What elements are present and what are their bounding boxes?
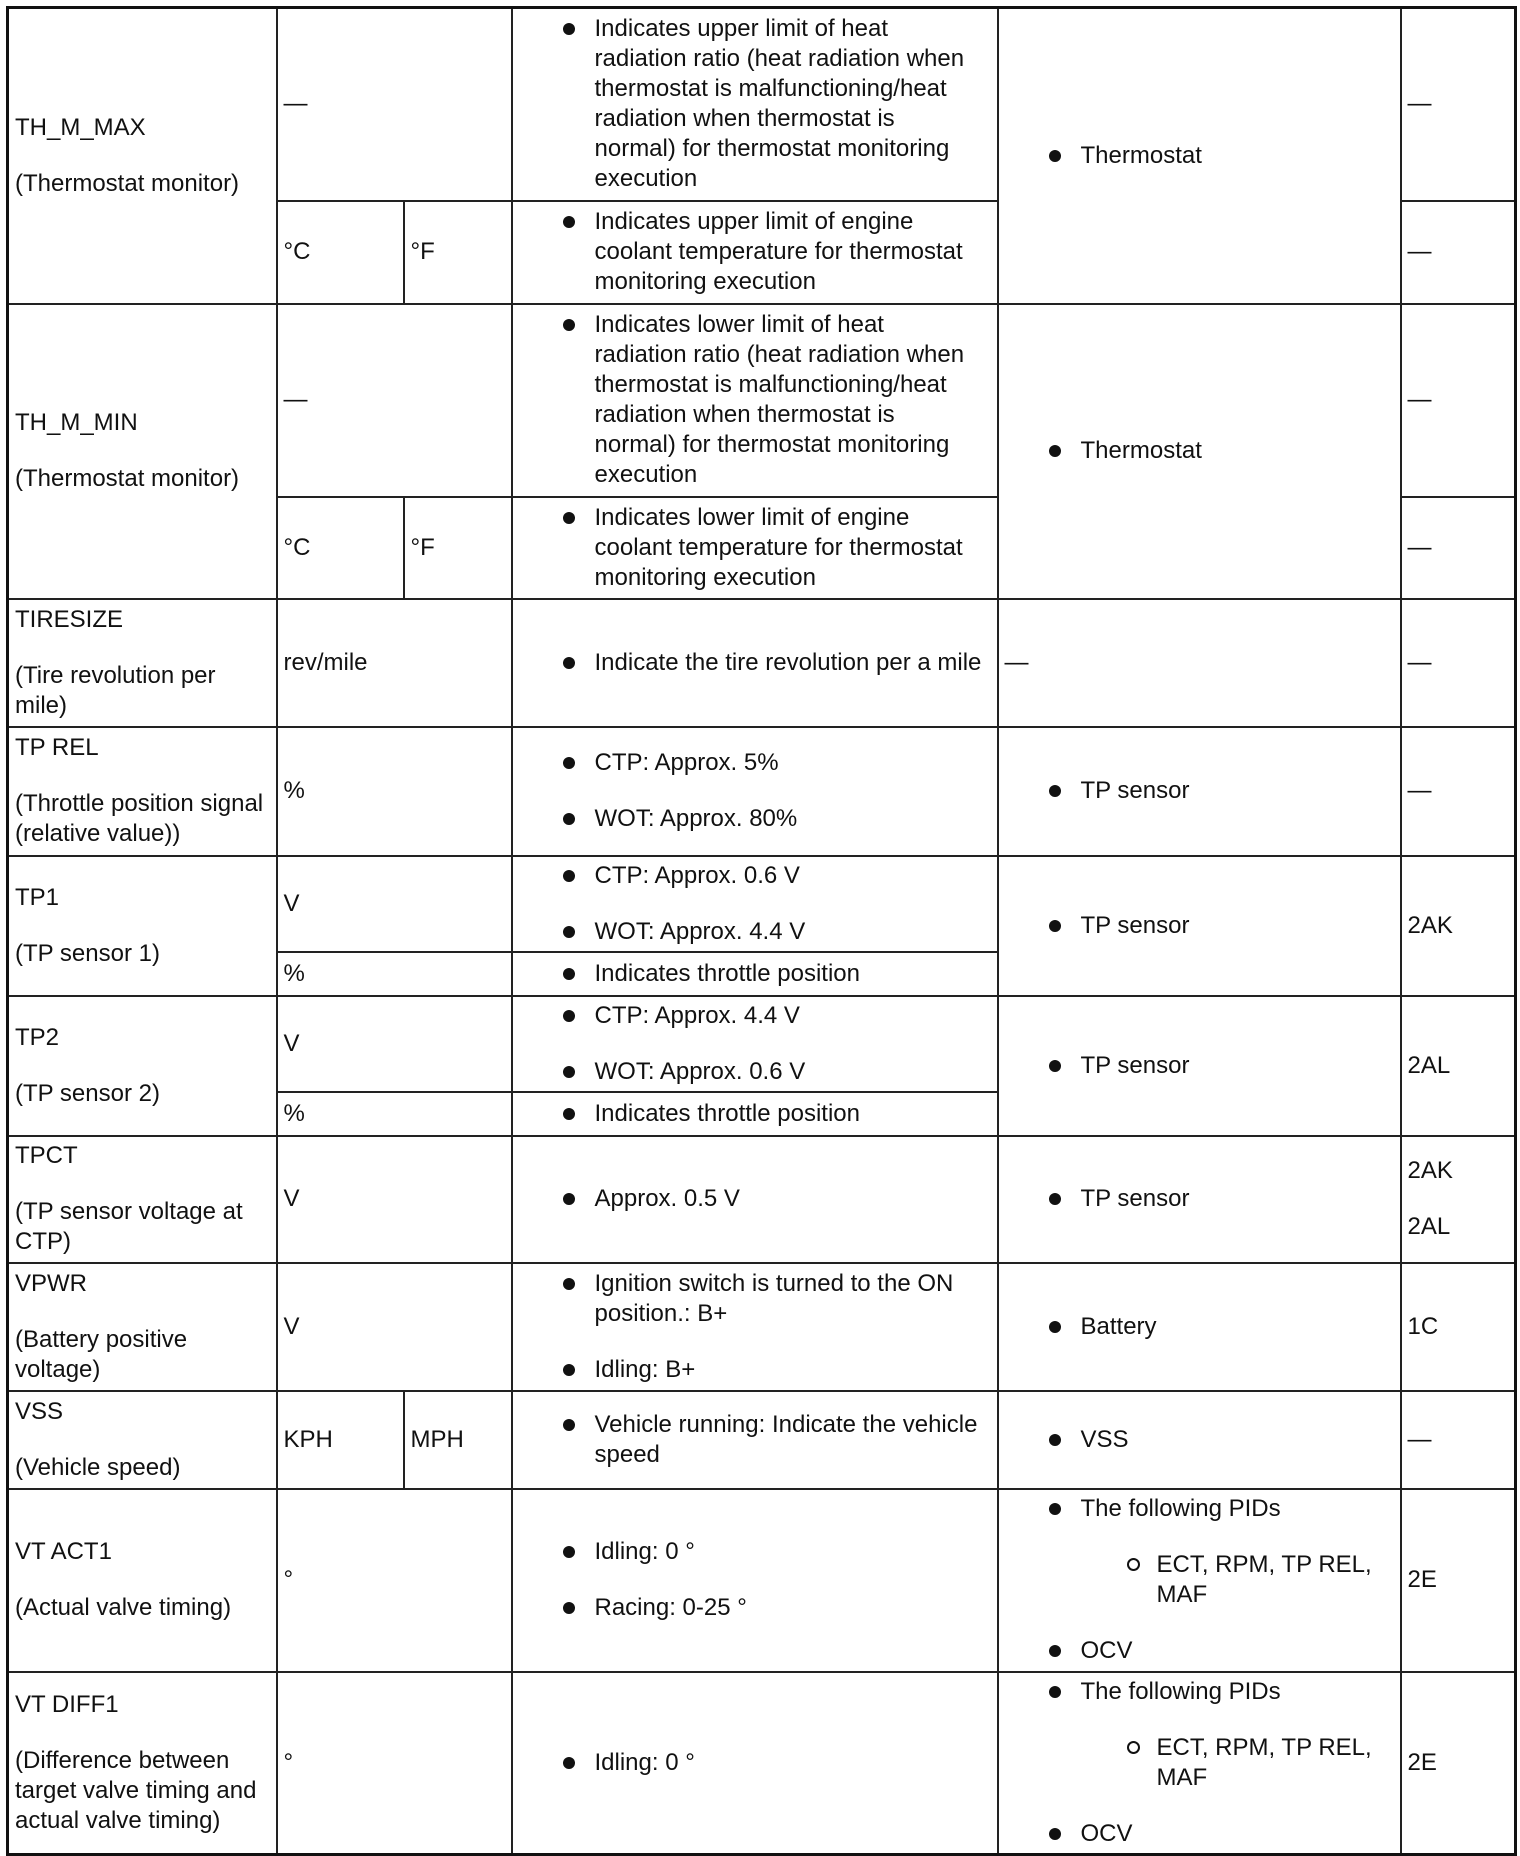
inspection-subitem: ECT, RPM, TP REL, MAF bbox=[1081, 1733, 1386, 1793]
condition-cell bbox=[512, 856, 998, 952]
terminal-cell: — bbox=[1401, 201, 1516, 304]
pid-name: VPWR bbox=[15, 1269, 87, 1297]
terminal-cell: — bbox=[1401, 599, 1516, 727]
pid-description: (Thermostat monitor) bbox=[15, 169, 240, 197]
table-row bbox=[8, 1489, 1516, 1672]
unit-cell: % bbox=[277, 952, 512, 996]
pid-description: (Actual valve timing) bbox=[15, 1594, 232, 1621]
inspection-cell bbox=[998, 1136, 1401, 1263]
condition-item: Indicates upper limit of engine coolant temperature for thermostat monitoring execution bbox=[519, 207, 991, 297]
unit-f-cell: °F bbox=[404, 201, 512, 304]
table-row bbox=[8, 1391, 1516, 1489]
table-row bbox=[8, 996, 1516, 1092]
condition-item: Idling: 0 ° bbox=[519, 1748, 991, 1778]
inspection-item: Battery bbox=[1005, 1312, 1394, 1342]
pid-name: TIRESIZE bbox=[15, 605, 124, 633]
terminal-cell: 2AL bbox=[1401, 996, 1516, 1136]
terminal-value: 2AK bbox=[1407, 1157, 1453, 1184]
table-row bbox=[8, 1136, 1516, 1263]
inspection-cell bbox=[998, 1391, 1401, 1489]
condition-item: Racing: 0-25 ° bbox=[519, 1593, 991, 1623]
pid-name-cell bbox=[8, 1263, 277, 1391]
terminal-cell bbox=[1401, 1136, 1516, 1263]
condition-item: WOT: Approx. 0.6 V bbox=[519, 1057, 991, 1087]
inspection-item: The following PIDs ECT, RPM, TP REL, MAF bbox=[1005, 1494, 1394, 1610]
pid-description: (TP sensor voltage at CTP) bbox=[15, 1198, 243, 1255]
condition-item: Vehicle running: Indicate the vehicle speed bbox=[519, 1410, 991, 1470]
inspection-cell bbox=[998, 727, 1401, 856]
inspection-item: VSS bbox=[1005, 1425, 1394, 1455]
pid-name: TH_M_MIN bbox=[15, 409, 138, 436]
pid-description: (Battery positive voltage) bbox=[15, 1325, 188, 1383]
terminal-cell: — bbox=[1401, 727, 1516, 856]
pid-name: VT ACT1 bbox=[15, 1538, 112, 1565]
pid-monitor-table bbox=[6, 6, 1517, 1856]
condition-cell bbox=[512, 996, 998, 1092]
pid-name-cell bbox=[8, 304, 277, 599]
terminal-cell bbox=[1401, 8, 1516, 201]
terminal-cell: — bbox=[1401, 497, 1516, 599]
condition-item: Approx. 0.5 V bbox=[519, 1184, 991, 1214]
unit-cell: V bbox=[277, 996, 512, 1092]
unit-cell: % bbox=[277, 727, 512, 856]
terminal-cell: — bbox=[1401, 304, 1516, 497]
terminal-value: 2AL bbox=[1407, 1213, 1451, 1240]
pid-name-cell bbox=[8, 996, 277, 1136]
unit-cell: — bbox=[277, 304, 512, 497]
pid-name: TP REL bbox=[15, 734, 99, 761]
condition-cell bbox=[512, 1263, 998, 1391]
condition-item: Indicates lower limit of heat radiation ratio (heat radiation when thermostat is malfunctioning/heat radiation when thermostat is normal) for thermostat monitoring execution bbox=[519, 310, 991, 490]
inspection-item: TP sensor bbox=[1005, 911, 1394, 941]
unit-cell bbox=[277, 8, 512, 201]
pid-description: (Difference between target valve timing and actual valve timing) bbox=[15, 1746, 257, 1834]
terminal-cell: 2AK bbox=[1401, 856, 1516, 996]
inspection-cell: — bbox=[998, 599, 1401, 727]
pid-name-cell bbox=[8, 8, 277, 304]
pid-name-cell bbox=[8, 727, 277, 856]
unit-cell: V bbox=[277, 1263, 512, 1391]
unit-cell: V bbox=[277, 856, 512, 952]
condition-cell bbox=[512, 304, 998, 497]
unit-cell: KPH bbox=[277, 1391, 404, 1489]
pid-name: TP2 bbox=[15, 1023, 60, 1051]
pid-name-cell bbox=[8, 1672, 277, 1855]
pid-name: VT DIFF1 bbox=[15, 1690, 119, 1718]
table-row bbox=[8, 599, 1516, 727]
condition-item: Idling: B+ bbox=[519, 1355, 991, 1385]
condition-cell bbox=[512, 1672, 998, 1855]
pid-description: (Throttle position signal (relative value)) bbox=[15, 790, 264, 847]
pid-description: (TP sensor 1) bbox=[15, 939, 160, 967]
condition-item: Indicate the tire revolution per a mile bbox=[519, 648, 991, 678]
terminal-value: — bbox=[1407, 90, 1432, 118]
inspection-cell bbox=[998, 856, 1401, 996]
inspection-item: TP sensor bbox=[1005, 1051, 1394, 1081]
pid-name-cell bbox=[8, 856, 277, 996]
inspection-item: Thermostat bbox=[1005, 436, 1394, 466]
unit-cell: ° bbox=[277, 1489, 512, 1672]
terminal-cell: 1C bbox=[1401, 1263, 1516, 1391]
unit-f-cell: °F bbox=[404, 497, 512, 599]
condition-cell bbox=[512, 952, 998, 996]
inspection-item: The following PIDs ECT, RPM, TP REL, MAF bbox=[1005, 1677, 1394, 1793]
inspection-cell bbox=[998, 1672, 1401, 1855]
pid-name: TP1 bbox=[15, 883, 60, 911]
terminal-cell: 2E bbox=[1401, 1489, 1516, 1672]
condition-item: Indicates throttle position bbox=[519, 1099, 991, 1129]
condition-item: CTP: Approx. 0.6 V bbox=[519, 861, 991, 891]
table-row bbox=[8, 304, 1516, 497]
condition-cell bbox=[512, 8, 998, 201]
pid-name: TPCT bbox=[15, 1142, 78, 1169]
condition-item: Ignition switch is turned to the ON position.: B+ bbox=[519, 1269, 991, 1329]
inspection-item: Thermostat bbox=[1005, 141, 1394, 171]
condition-item: Indicates throttle position bbox=[519, 959, 991, 989]
inspection-cell bbox=[998, 1489, 1401, 1672]
terminal-cell: — bbox=[1401, 1391, 1516, 1489]
table-row bbox=[8, 727, 1516, 856]
condition-cell bbox=[512, 1489, 998, 1672]
condition-cell bbox=[512, 1136, 998, 1263]
condition-cell bbox=[512, 1391, 998, 1489]
unit-c-cell: °C bbox=[277, 201, 404, 304]
inspection-item: OCV bbox=[1005, 1636, 1394, 1666]
condition-item: WOT: Approx. 4.4 V bbox=[519, 917, 991, 947]
inspection-cell bbox=[998, 1263, 1401, 1391]
pid-name-cell bbox=[8, 1489, 277, 1672]
pid-name-cell bbox=[8, 1136, 277, 1263]
terminal-cell: 2E bbox=[1401, 1672, 1516, 1855]
pid-name: VSS bbox=[15, 1397, 64, 1425]
condition-cell bbox=[512, 497, 998, 599]
inspection-cell bbox=[998, 304, 1401, 599]
table-row bbox=[8, 856, 1516, 952]
pid-description: (TP sensor 2) bbox=[15, 1079, 160, 1107]
table-row bbox=[8, 8, 1516, 201]
condition-item: Idling: 0 ° bbox=[519, 1537, 991, 1567]
pid-name-cell bbox=[8, 1391, 277, 1489]
unit-c-cell: °C bbox=[277, 497, 404, 599]
condition-cell bbox=[512, 201, 998, 304]
table-row bbox=[8, 1263, 1516, 1391]
inspection-item: TP sensor bbox=[1005, 1184, 1394, 1214]
pid-description: (Thermostat monitor) bbox=[15, 465, 240, 492]
unit-cell: ° bbox=[277, 1672, 512, 1855]
unit-cell: rev/mile bbox=[277, 599, 512, 727]
pid-name: TH_M_MAX bbox=[15, 113, 146, 141]
unit-cell: % bbox=[277, 1092, 512, 1136]
table-row bbox=[8, 1672, 1516, 1855]
pid-description: (Vehicle speed) bbox=[15, 1453, 181, 1481]
inspection-cell bbox=[998, 8, 1401, 304]
inspection-item: TP sensor bbox=[1005, 776, 1394, 806]
condition-item: Indicates upper limit of heat radiation ratio (heat radiation when thermostat is malfunctioning/heat radiation when thermostat is normal) for thermostat monitoring execution bbox=[519, 14, 991, 194]
unit-cell: V bbox=[277, 1136, 512, 1263]
inspection-subitem: ECT, RPM, TP REL, MAF bbox=[1081, 1550, 1386, 1610]
pid-description: (Tire revolution per mile) bbox=[15, 661, 216, 719]
condition-item: WOT: Approx. 80% bbox=[519, 804, 991, 834]
condition-cell bbox=[512, 727, 998, 856]
unit-value: — bbox=[283, 90, 308, 118]
unit-cell: MPH bbox=[404, 1391, 512, 1489]
condition-item: CTP: Approx. 5% bbox=[519, 748, 991, 778]
inspection-item: OCV bbox=[1005, 1819, 1394, 1849]
condition-item: CTP: Approx. 4.4 V bbox=[519, 1001, 991, 1031]
pid-name-cell bbox=[8, 599, 277, 727]
inspection-cell bbox=[998, 996, 1401, 1136]
condition-item: Indicates lower limit of engine coolant temperature for thermostat monitoring execution bbox=[519, 503, 991, 593]
condition-cell bbox=[512, 599, 998, 727]
condition-cell bbox=[512, 1092, 998, 1136]
